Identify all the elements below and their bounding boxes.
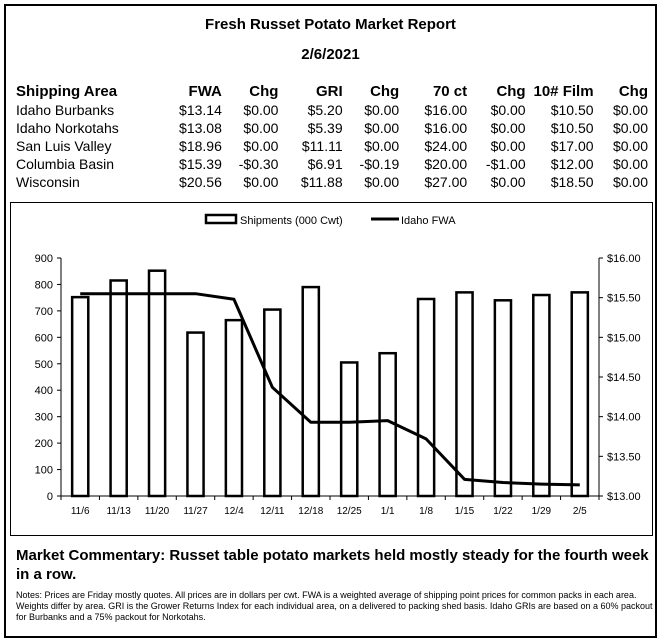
shipment-bar [72, 297, 88, 496]
x-tick-label: 11/27 [183, 506, 208, 517]
price-cell: $0.00 [612, 120, 648, 136]
left-tick-label: 400 [34, 385, 53, 398]
shipping-area-cell: San Luis Valley [16, 138, 112, 154]
column-header: GRI [315, 82, 343, 100]
report-title: Fresh Russet Potato Market Report [205, 16, 456, 33]
table-row [16, 173, 648, 191]
shipments-price-chart [11, 203, 654, 537]
price-cell: $18.50 [550, 174, 594, 190]
price-table [16, 82, 648, 191]
x-tick-label: 12/11 [260, 506, 285, 517]
chart-area [10, 202, 653, 536]
price-cell: $6.91 [307, 156, 343, 172]
right-tick-label: $13.00 [607, 491, 641, 503]
price-cell: $0.00 [364, 138, 400, 154]
shipment-bar [264, 310, 280, 496]
left-tick-label: 200 [34, 438, 53, 451]
price-cell: $11.88 [300, 174, 343, 190]
shipment-bar [572, 292, 588, 496]
left-tick-label: 300 [34, 411, 53, 424]
x-tick-label: 11/13 [106, 506, 131, 517]
price-cell: -$1.00 [485, 156, 526, 172]
price-cell: $0.00 [364, 174, 400, 190]
price-cell: $20.56 [179, 174, 222, 190]
price-cell: $18.96 [179, 138, 222, 154]
legend-bar-swatch [206, 215, 236, 223]
x-tick-label: 12/25 [336, 506, 362, 517]
price-cell: $13.08 [179, 120, 222, 136]
shipment-bar [226, 320, 242, 496]
price-cell: $0.00 [490, 174, 526, 190]
left-tick-label: 700 [34, 305, 53, 318]
price-cell: $13.14 [179, 102, 222, 118]
column-header: Shipping Area [16, 82, 118, 100]
price-cell: -$0.30 [238, 156, 279, 172]
price-cell: $24.00 [424, 138, 468, 154]
price-cell: $0.00 [364, 102, 400, 118]
x-tick-label: 1/15 [454, 506, 475, 517]
column-header: Chg [249, 82, 279, 100]
price-cell: $16.00 [424, 120, 468, 136]
shipment-bar [533, 295, 549, 496]
left-tick-label: 500 [34, 358, 53, 371]
x-tick-label: 1/29 [531, 506, 552, 517]
shipping-area-cell: Idaho Burbanks [16, 102, 115, 118]
price-cell: $0.00 [243, 102, 279, 118]
price-cell: $11.11 [301, 138, 343, 154]
price-table-header [16, 82, 648, 101]
right-tick-label: $14.50 [607, 372, 641, 384]
left-tick-label: 100 [34, 464, 53, 477]
price-cell: $0.00 [243, 138, 279, 154]
price-cell: $0.00 [612, 174, 648, 190]
x-tick-label: 1/8 [419, 506, 434, 517]
price-cell: $0.00 [490, 102, 526, 118]
column-header: 10# Film [533, 82, 594, 100]
report-date: 2/6/2021 [301, 46, 360, 63]
shipment-bar [456, 292, 472, 496]
x-tick-label: 11/6 [70, 506, 90, 517]
price-cell: $20.00 [424, 156, 468, 172]
right-tick-label: $16.00 [607, 253, 641, 265]
x-tick-label: 11/20 [144, 506, 170, 517]
table-row [16, 119, 648, 137]
price-cell: $5.39 [307, 120, 343, 136]
x-tick-label: 1/1 [380, 506, 395, 517]
right-tick-label: $14.00 [607, 411, 641, 424]
left-tick-label: 0 [46, 491, 53, 503]
right-tick-label: $15.50 [607, 292, 641, 305]
column-header: Chg [370, 82, 400, 100]
price-cell: $0.00 [612, 102, 648, 118]
price-cell: $12.00 [550, 156, 594, 172]
column-header: Chg [496, 82, 526, 100]
legend-idaho-fwa-label: Idaho FWA [401, 215, 456, 227]
price-cell: $16.00 [424, 102, 468, 118]
shipment-bar [303, 287, 319, 496]
shipment-bar [111, 280, 127, 496]
price-cell: $27.00 [424, 174, 468, 190]
legend-shipments-label: Shipments (000 Cwt) [240, 215, 343, 227]
table-row [16, 137, 648, 155]
price-cell: -$0.19 [359, 156, 400, 172]
price-cell: $15.39 [179, 156, 222, 172]
x-tick-label: 2/5 [572, 506, 587, 517]
report-frame [4, 4, 657, 638]
table-row [16, 155, 648, 173]
table-row [16, 101, 648, 119]
left-tick-label: 900 [34, 253, 53, 265]
left-tick-label: 800 [34, 279, 53, 292]
shipping-area-cell: Columbia Basin [16, 156, 115, 172]
shipment-bar [341, 362, 357, 496]
market-commentary: Market Commentary: Russet table potato markets held mostly steady for the fourth week in a row. [16, 547, 649, 583]
right-tick-label: $15.00 [607, 332, 641, 345]
x-tick-label: 12/18 [298, 506, 324, 517]
price-cell: $0.00 [490, 120, 526, 136]
price-cell: $0.00 [364, 120, 400, 136]
shipment-bar [495, 300, 511, 496]
price-cell: $10.50 [550, 102, 594, 118]
price-cell: $0.00 [490, 138, 526, 154]
price-cell: $0.00 [243, 120, 279, 136]
shipping-area-cell: Wisconsin [16, 174, 80, 190]
price-cell: $0.00 [612, 156, 648, 172]
report-notes: Notes: Prices are Friday mostly quotes. All prices are in dollars per cwt. FWA is a weighted average of shipping point prices for common packs in each area. Weights differ by area. GRI is the Grower Returns Index for each individual area, on a delivered to packing shed basis. Idaho GRIs are based on a 60% packout for Burbanks and a 75% packout for Norkotahs. [16, 590, 653, 622]
right-tick-label: $13.50 [607, 451, 641, 464]
price-cell: $5.20 [307, 102, 343, 118]
shipping-area-cell: Idaho Norkotahs [16, 120, 119, 136]
price-cell: $0.00 [612, 138, 648, 154]
price-cell: $17.00 [550, 138, 594, 154]
price-cell: $10.50 [550, 120, 594, 136]
shipment-bar [187, 333, 203, 496]
shipment-bar [149, 271, 165, 496]
column-header: Chg [618, 82, 648, 100]
price-table-body [16, 101, 648, 191]
left-tick-label: 600 [34, 332, 53, 345]
column-header: 70 ct [432, 82, 468, 100]
shipment-bar [418, 299, 434, 496]
x-tick-label: 12/4 [224, 506, 244, 517]
x-tick-label: 1/22 [493, 506, 513, 517]
price-cell: $0.00 [243, 174, 279, 190]
column-header: FWA [188, 82, 222, 100]
